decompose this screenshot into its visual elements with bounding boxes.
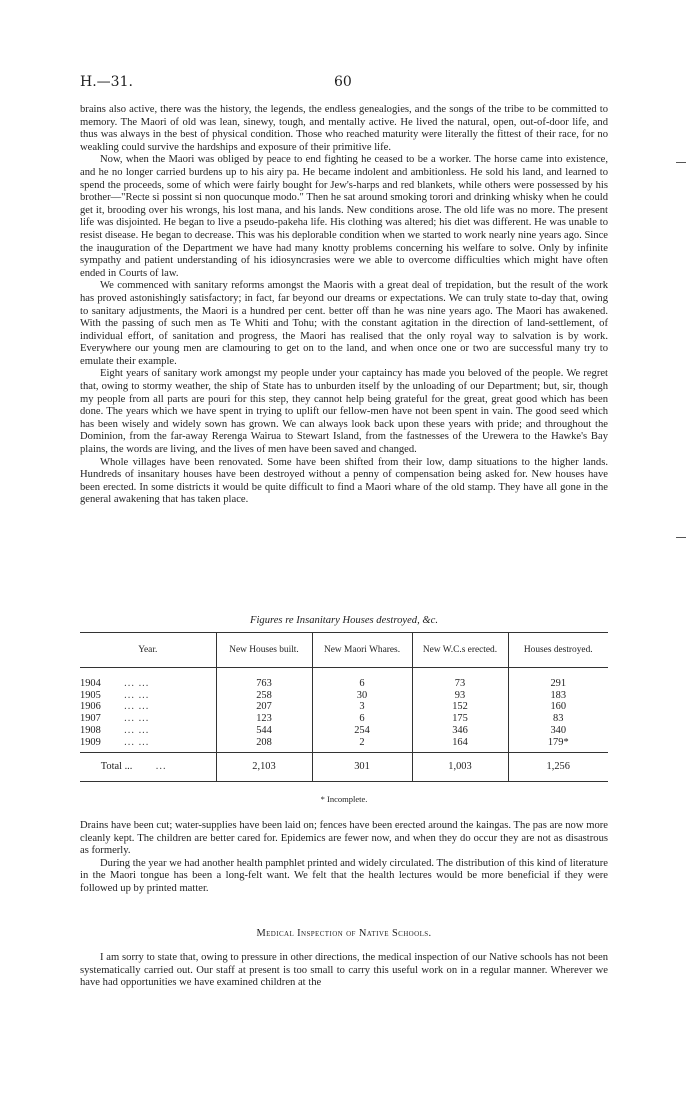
total-wcs: 1,003 <box>412 753 508 782</box>
paragraph: We commenced with sanitary reforms amongst the Maoris with a great deal of trepidation, but the result of the work has proved astonishingly satisfactory; in fact, far beyond our dreams or expectations. We can truly state to-day that, owing to sanitary adjustments, the Maori is a hundred per cent. better off than he was nine years ago. The Maori has awakened. With the passing of such men as Te Whiti and Tohu; with the constant agitation in the direction of land-settlement, of individual effort, of sanitation and progress, the Maori has realised that the only royal way to salvation is by work. Everywhere our young men are clamouring to get on to the land, and when once one or two are successful many try to emulate their example. <box>80 280 608 367</box>
table-row <box>80 690 608 702</box>
houses-built-cell: 207 <box>216 701 312 713</box>
maori-whares-cell: 3 <box>312 701 412 713</box>
destroyed-cell: 291 <box>508 678 608 690</box>
margin-mark <box>676 537 686 538</box>
leader-dots: ... ... <box>124 678 150 689</box>
year-cell: 1905 <box>80 689 101 701</box>
leader-dots: ... <box>155 761 167 773</box>
leader-dots: ... ... <box>124 724 150 736</box>
paragraph: Whole villages have been renovated. Some have been shifted from their low, damp situations to the higher lands. Hundreds of insanitary houses have been destroyed without a penny of compensation being asked for. New houses have been erected. In some districts it would be quite difficult to find a Maori whare of the old stamp. They have all gone in the general awakening that has taken place. <box>80 456 608 506</box>
paragraph: Now, when the Maori was obliged by peace to end fighting he ceased to be a worker. The horse came into existence, and he no longer carried burdens up to his airy pa. He became indolent and ambitionless. He sold his land, and learned to spend the proceeds, some of which were fairly bought for Jew's-harps and red blankets, while others were possessed by his brother—"Recte si possint si non quocunque modo." Then he sat around smoking torori and drinking whisky when he could get it, brooding over his wrongs, his lost mana, and his lands. New conditions arose. The old life was no more. The present life was disjointed. He began to live a pseudo-pakeha life. His clothing was altered; his diet was different. He was unable to resist disease. He began to decrease. This was his deplorable condition when we started to work nearly nine years ago. Since the inauguration of the Department we have had many knotty problems concerning his welfare to solve. Only by infinite sympathy and patient understanding of his idiosyncrasies were we able to overcome difficulties which might have often ended in Courts of law. <box>80 154 608 279</box>
table-caption: Figures re Insanitary Houses destroyed, &c. <box>249 615 438 626</box>
wcs-cell: 164 <box>412 737 508 749</box>
total-maori-whares: 301 <box>312 753 412 782</box>
table-row <box>80 713 608 725</box>
houses-built-cell: 123 <box>216 713 312 725</box>
houses-built-cell: 258 <box>216 690 312 702</box>
houses-built-cell: 208 <box>216 737 312 749</box>
maori-whares-cell: 6 <box>312 713 412 725</box>
report-code: H.—31. <box>80 74 133 90</box>
table-footnote: * Incomplete. <box>320 794 368 804</box>
column-header: New Houses built. <box>216 633 312 668</box>
paragraph: Drains have been cut; water-supplies have been laid on; fences have been erected around the kaingas. The pas are now more cleanly kept. The children are better cared for. Epidemics are fewer now, and when they do occur they are not as disastrous as formerly. <box>80 820 608 857</box>
body-text-after-table <box>80 820 608 896</box>
total-destroyed: 1,256 <box>508 753 608 782</box>
year-cell: 1909 <box>80 736 101 748</box>
destroyed-cell: 179* <box>508 737 608 749</box>
section-heading: Medical Inspection of Native Schools. <box>256 928 432 939</box>
houses-built-cell: 763 <box>216 678 312 690</box>
year-cell: 1906 <box>80 701 101 713</box>
insanitary-houses-table <box>80 632 608 782</box>
table-row <box>80 678 608 690</box>
destroyed-cell: 183 <box>508 690 608 702</box>
page-number: 60 <box>334 74 352 90</box>
total-row <box>80 753 608 782</box>
table-row <box>80 725 608 737</box>
section-body <box>80 952 608 990</box>
paragraph: brains also active, there was the history, the legends, the endless genealogies, and the songs of the tribe to be committed to memory. The Maori of old was lean, sinewy, tough, and mentally active. He lived the natural, open, out-of-door life, and thus was always in the best of physical condition. Those who reached maturity were literally the fittest of their race, for no weakling could survive the hardships and exposure of their primitive life. <box>80 104 608 153</box>
total-label: Total ... <box>100 761 133 773</box>
body-text-top <box>80 104 608 507</box>
maori-whares-cell: 254 <box>312 725 412 737</box>
column-header: New Maori Whares. <box>312 633 412 668</box>
houses-built-cell: 544 <box>216 725 312 737</box>
table-header-row <box>80 633 608 668</box>
leader-dots: ... ... <box>124 689 150 701</box>
leader-dots: ... ... <box>124 713 150 725</box>
margin-mark <box>676 162 686 163</box>
column-header: New W.C.s erected. <box>412 633 508 668</box>
table-row <box>80 737 608 749</box>
leader-dots: ... ... <box>124 736 150 748</box>
maori-whares-cell: 6 <box>312 678 412 690</box>
column-header: Houses destroyed. <box>508 633 608 668</box>
table-row <box>80 701 608 713</box>
paragraph: Eight years of sanitary work amongst my people under your captaincy has made you beloved of the people. We regret that, owing to stormy weather, the ship of State has to unburden itself by the unloading of our Department; but, sir, though my people from all parts are pouri for this step, they cannot help being grateful for the great, great good which has been done. The years which we have spent in trying to uplift our fellow-men have not been spent in vain. The good seed which has been wisely and widely sown has grown. We can always look back upon these years with pride; and throughout the Dominion, from the far-away Rerenga Wairua to Stewart Island, from the fastnesses of the Urewera to the Hawke's Bay plains, the words are living, and the lives of men have been saved and changed. <box>80 368 608 456</box>
year-cell: 1908 <box>80 724 101 736</box>
maori-whares-cell: 2 <box>312 737 412 749</box>
leader-dots: ... ... <box>124 701 150 713</box>
wcs-cell: 175 <box>412 713 508 725</box>
wcs-cell: 152 <box>412 701 508 713</box>
year-cell: 1904 <box>80 678 101 689</box>
paragraph: I am sorry to state that, owing to pressure in other directions, the medical inspection of our Native schools has not been systematically carried out. Our staff at present is too small to carry this useful work on in a regular manner. Wherever we have had opportunities we have examined children at the <box>80 952 608 989</box>
maori-whares-cell: 30 <box>312 690 412 702</box>
year-cell: 1907 <box>80 713 101 725</box>
destroyed-cell: 160 <box>508 701 608 713</box>
destroyed-cell: 340 <box>508 725 608 737</box>
wcs-cell: 93 <box>412 690 508 702</box>
paragraph: During the year we had another health pamphlet printed and widely circulated. The distribution of this kind of literature in the Maori tongue has been a long-felt want. We felt that the health lectures would be more beneficial if they were followed up by printed matter. <box>80 857 608 894</box>
column-header: Year. <box>80 633 216 668</box>
destroyed-cell: 83 <box>508 713 608 725</box>
wcs-cell: 346 <box>412 725 508 737</box>
wcs-cell: 73 <box>412 678 508 690</box>
total-houses-built: 2,103 <box>216 753 312 782</box>
